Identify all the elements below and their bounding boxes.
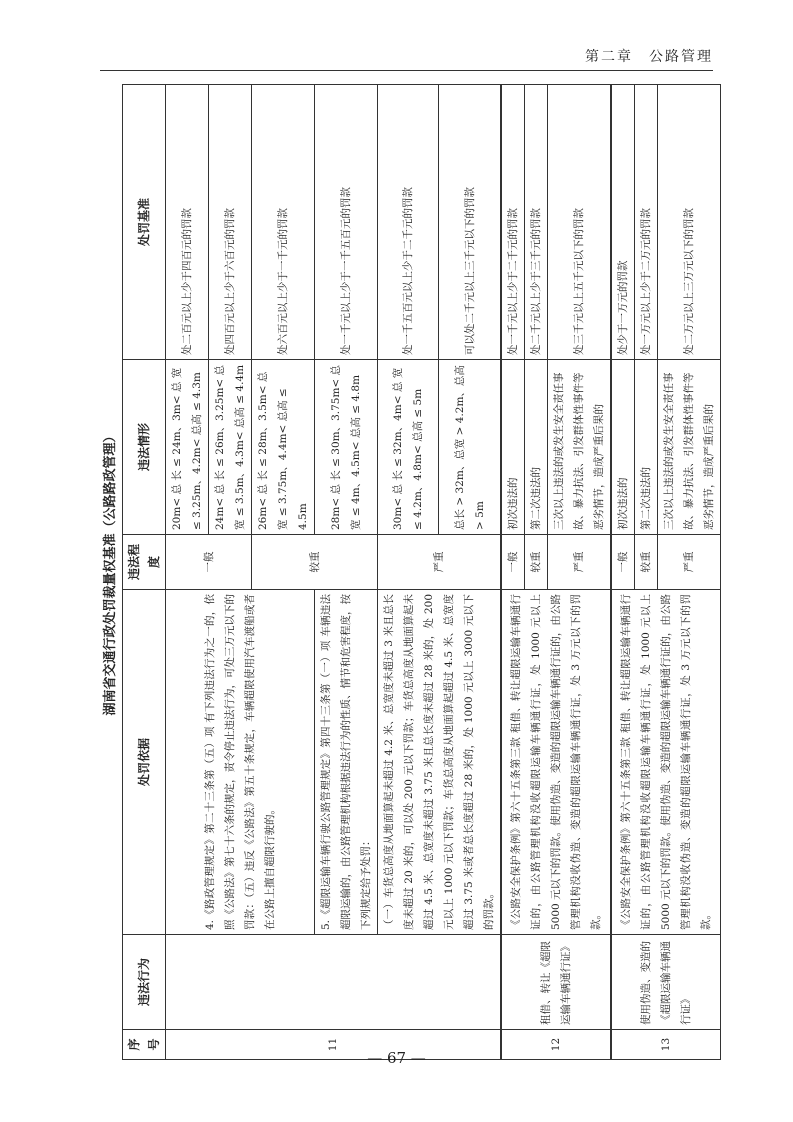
header-degree: 违法程度 (123, 535, 166, 590)
table-row (378, 85, 439, 1060)
table-row (611, 85, 635, 1060)
situation-cell: 20m< 总 长 ≤ 24m、3m< 总 宽 ≤ 3.25m、4.2m< 总高 ≤ 4.3m (166, 360, 209, 535)
situation-cell: 总长 > 32m、总宽 > 4.2m、总高 > 5m (439, 360, 501, 535)
row-number: 11 (166, 1030, 502, 1060)
page-number: — 67 — (367, 1049, 426, 1067)
table-row (166, 85, 209, 1060)
situation-cell: 26m< 总 长 ≤ 28m、3.5m< 总 宽 ≤ 3.75m、4.4m< 总高 ≤ 4.5m (252, 360, 315, 535)
situation-cell: 初次违法的 (501, 360, 525, 535)
basis-text-b: 5.《超限运输车辆行驶公路管理规定》第四十三条第（一）项 车辆违法超限运输的，由公路管理机构根据违法行为的性质、情节和危害程度，按下列规定给予处罚： (315, 590, 378, 935)
situation-cell: 第二次违法的 (525, 360, 548, 535)
situation-cell: 三次以上违法的或发生安全责任事故、暴力抗法、引发群体性事件等恶劣情节，造成严重后果的 (658, 360, 721, 535)
degree-cell: 较重 (252, 535, 378, 590)
header-penalty: 处罚基准 (123, 85, 166, 360)
basis-text: 《公路安全保护条例》第六十五条第三款 租借、转让超限运输车辆通行证的，由公路管理机构没收超限运输车辆通行证，处 1000 元以上 5000 元以下的罚款。使用伪造、变造的超限运输车辆通行证的，由公路管理机构没收伪造、变造的超限运输车辆通行证，处 3 万元以下的罚款。 (501, 590, 611, 935)
situation-cell: 24m< 总 长 ≤ 26m、3.25m< 总 宽 ≤ 3.5m、4.3m< 总高 ≤ 4.4m (209, 360, 252, 535)
situation-cell: 30m< 总 长 ≤ 32m、4m< 总 宽 ≤ 4.2m、4.8m< 总高 ≤ 5m (378, 360, 439, 535)
row-act: 租借、转让《超限运输车辆通行证》 (501, 935, 611, 1030)
degree-cell: 较重 (525, 535, 548, 590)
table-caption: 湖南省交通行政处罚裁量权基准（公路路政管理） (103, 429, 118, 716)
basis-text-a: 4.《路政管理规定》第二十三条第（五）项 有下列违法行为之一的，依照《公路法》第七十六条的规定，责令停止违法行为，可处三万元以下的罚款：（五）违反《公路法》第五十条规定，车辆超限使用汽车渡船或者在公路上擅自超限行驶的。 (166, 590, 315, 935)
penalty-cell: 处六百元以上少于一千元的罚款 (252, 85, 315, 360)
penalty-cell: 处三千元以上五千元以下的罚款 (548, 85, 612, 360)
row-act-empty (166, 935, 502, 1030)
penalty-cell: 处二百元以上少于四百元的罚款 (166, 85, 209, 360)
page-header (100, 40, 713, 71)
row-number: 12 (501, 1030, 611, 1060)
degree-cell: 严重 (658, 535, 721, 590)
header-no: 序号 (123, 1030, 166, 1060)
penalty-cell: 处一千五百元以上少于二千元的罚款 (378, 85, 439, 360)
penalty-cell: 处二万元以上三万元以下的罚款 (658, 85, 721, 360)
penalty-cell: 处少于一万元的罚款 (611, 85, 635, 360)
penalty-cell: 处一万元以上少于二万元的罚款 (635, 85, 658, 360)
penalty-cell: 处一千元以上少于一千五百元的罚款 (315, 85, 378, 360)
penalty-cell: 处二千元以上少于三千元的罚款 (525, 85, 548, 360)
degree-cell: 一般 (166, 535, 252, 590)
penalty-cell: 处四百元以上少于六百元的罚款 (209, 85, 252, 360)
row-act: 使用伪造、变造的《超限运输车辆通行证》 (611, 935, 721, 1030)
row-number: 13 (611, 1030, 721, 1060)
rotated-table-wrapper (100, 85, 715, 1060)
chapter-title: 第二章 公路管理 (585, 49, 713, 65)
table-header-row (123, 85, 166, 1060)
basis-text: 《公路安全保护条例》第六十五条第三款 租借、转让超限运输车辆通行证的，由公路管理机构没收超限运输车辆通行证，处 1000 元以上 5000 元以下的罚款。使用伪造、变造的超限运输车辆通行证的，由公路管理机构没收伪造、变造的超限运输车辆通行证，处 3 万元以下的罚款。 (611, 590, 721, 935)
degree-cell: 严重 (548, 535, 612, 590)
degree-cell: 一般 (611, 535, 635, 590)
situation-cell: 28m< 总 长 ≤ 30m、3.75m< 总 宽 ≤ 4m、4.5m< 总高 ≤ 4.8m (315, 360, 378, 535)
table-row (501, 85, 525, 1060)
penalty-cell: 可以处二千元以上三千元以下的罚款 (439, 85, 501, 360)
degree-cell: 严重 (378, 535, 502, 590)
penalty-table (122, 84, 721, 1060)
penalty-cell: 处一千元以上少于二千元的罚款 (501, 85, 525, 360)
degree-cell: 一般 (501, 535, 525, 590)
header-basis: 处罚依据 (123, 590, 166, 935)
header-situation: 违法情形 (123, 360, 166, 535)
header-act: 违法行为 (123, 935, 166, 1030)
basis-text-c: （一）车货总高度从地面算起未超过 4.2 米、总宽度未超过 3 米且总长度未超过 20 米的，可以处 200 元以下罚款；车货总高度从地面算起未超过 4.5 米、总宽度未超过 3.75 米且总长度未超过 28 米的，处 200 元以上 1000 元以下罚款；车货总高度从地面算起超过 4.5 米、总宽度超过 3.75 米或者总长度超过 28 米的，处 1000 元以上 3000 元以下的罚款。 (378, 590, 502, 935)
situation-cell: 三次以上违法的或发生安全责任事故、暴力抗法、引发群体性事件等恶劣情节，造成严重后果的 (548, 360, 612, 535)
degree-cell: 较重 (635, 535, 658, 590)
situation-cell: 第二次违法的 (635, 360, 658, 535)
situation-cell: 初次违法的 (611, 360, 635, 535)
